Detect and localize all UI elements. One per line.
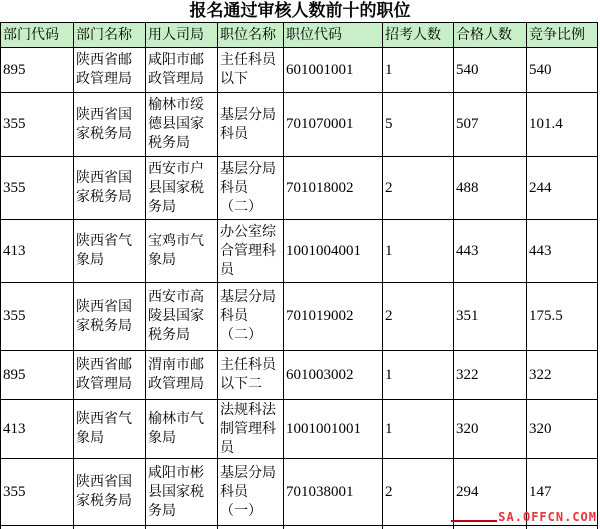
table-cell: 355: [1, 157, 74, 220]
table-cell: 西安市户县国家税务局: [146, 157, 218, 220]
table-cell: [146, 526, 218, 529]
table-cell: 2: [383, 459, 454, 526]
column-header-dept-code: 部门代码: [1, 23, 74, 48]
table-cell: 320: [454, 400, 527, 459]
table-cell: [218, 526, 284, 529]
table-cell: [527, 526, 598, 529]
column-header-recruit-count: 招考人数: [383, 23, 454, 48]
table-row: [1, 48, 598, 93]
table-cell: 陕西省气象局: [74, 220, 146, 283]
table-cell: 601001001: [284, 48, 383, 93]
table-cell: 1: [383, 351, 454, 400]
table-cell: 322: [527, 351, 598, 400]
table-cell: 陕西省邮政管理局: [74, 351, 146, 400]
table-cell: 宝鸡市气象局: [146, 220, 218, 283]
table-cell: 895: [1, 351, 74, 400]
table-cell: 渭南市邮政管理局: [146, 351, 218, 400]
table-cell: 355: [1, 459, 74, 526]
positions-table: [0, 22, 598, 529]
table-cell: [1, 526, 74, 529]
table-cell: 601003002: [284, 351, 383, 400]
table-cell: 355: [1, 93, 74, 157]
table-cell: 基层分局科员（二）: [218, 157, 284, 220]
table-cell: 1001004001: [284, 220, 383, 283]
table-cell: 540: [454, 48, 527, 93]
table-cell: 488: [454, 157, 527, 220]
table-cell: 西安市高陵县国家税务局: [146, 283, 218, 351]
table-cell: 1: [383, 48, 454, 93]
table-cell: 895: [1, 48, 74, 93]
table-cell: 443: [454, 220, 527, 283]
table-cell: 443: [527, 220, 598, 283]
table-cell: 701018002: [284, 157, 383, 220]
column-header-position-code: 职位代码: [284, 23, 383, 48]
table-cell: 咸阳市邮政管理局: [146, 48, 218, 93]
table-row: [1, 283, 598, 351]
table-cell: 413: [1, 400, 74, 459]
table-cell: 294: [454, 459, 527, 526]
table-cell: 413: [1, 220, 74, 283]
table-cell: 主任科员以下二: [218, 351, 284, 400]
table-cell: 陕西省国家税务局: [74, 283, 146, 351]
page-title: 报名通过审核人数前十的职位: [189, 1, 411, 21]
table-row: [1, 93, 598, 157]
table-cell: 507: [454, 93, 527, 157]
table-body: [1, 48, 598, 529]
table-cell: 701038001: [284, 459, 383, 526]
column-header-qualified-count: 合格人数: [454, 23, 527, 48]
table-cell: 355: [1, 283, 74, 351]
table-cell: 701019002: [284, 283, 383, 351]
table-cell: 351: [454, 283, 527, 351]
table-cell: 1: [383, 400, 454, 459]
table-cell: 2: [383, 157, 454, 220]
table-cell: 基层分局科员（二）: [218, 283, 284, 351]
column-header-bureau: 用人司局: [146, 23, 218, 48]
table-cell: 147: [527, 459, 598, 526]
table-cell: [284, 526, 383, 529]
table-cell: 244: [527, 157, 598, 220]
table-cell: 榆林市绥德县国家税务局: [146, 93, 218, 157]
table-cell: 咸阳市彬县国家税务局: [146, 459, 218, 526]
table-cell: 陕西省国家税务局: [74, 157, 146, 220]
table-row: [1, 351, 598, 400]
table-cell: [74, 526, 146, 529]
table-cell: 法规科法制管理科员: [218, 400, 284, 459]
watermark: [451, 511, 597, 524]
table-cell: [383, 526, 454, 529]
watermark-text: SA.OFFCN.COM: [498, 510, 597, 524]
table-cell: 陕西省国家税务局: [74, 459, 146, 526]
table-cell: 基层分局科员（一）: [218, 459, 284, 526]
table-row: [1, 157, 598, 220]
table-cell: 陕西省国家税务局: [74, 93, 146, 157]
table-cell: 1: [383, 220, 454, 283]
watermark-line: [451, 520, 497, 522]
column-header-competition-ratio: 竞争比例: [527, 23, 598, 48]
table-cell: 5: [383, 93, 454, 157]
table-cell: 榆林市气象局: [146, 400, 218, 459]
table-cell: 办公室综合管理科员: [218, 220, 284, 283]
column-header-position-name: 职位名称: [218, 23, 284, 48]
table-row: [1, 400, 598, 459]
table-cell: 175.5: [527, 283, 598, 351]
table-row-partial: [1, 526, 598, 529]
table-cell: 540: [527, 48, 598, 93]
table-row: [1, 220, 598, 283]
table-cell: 320: [527, 400, 598, 459]
table-cell: [454, 526, 527, 529]
table-header-row: [1, 23, 598, 48]
table-cell: 陕西省气象局: [74, 400, 146, 459]
table-cell: 2: [383, 283, 454, 351]
table-cell: 1001001001: [284, 400, 383, 459]
table-cell: 322: [454, 351, 527, 400]
table-cell: 101.4: [527, 93, 598, 157]
table-cell: 陕西省邮政管理局: [74, 48, 146, 93]
column-header-dept-name: 部门名称: [74, 23, 146, 48]
table-cell: 基层分局科员: [218, 93, 284, 157]
table-cell: 主任科员以下: [218, 48, 284, 93]
table-cell: 701070001: [284, 93, 383, 157]
